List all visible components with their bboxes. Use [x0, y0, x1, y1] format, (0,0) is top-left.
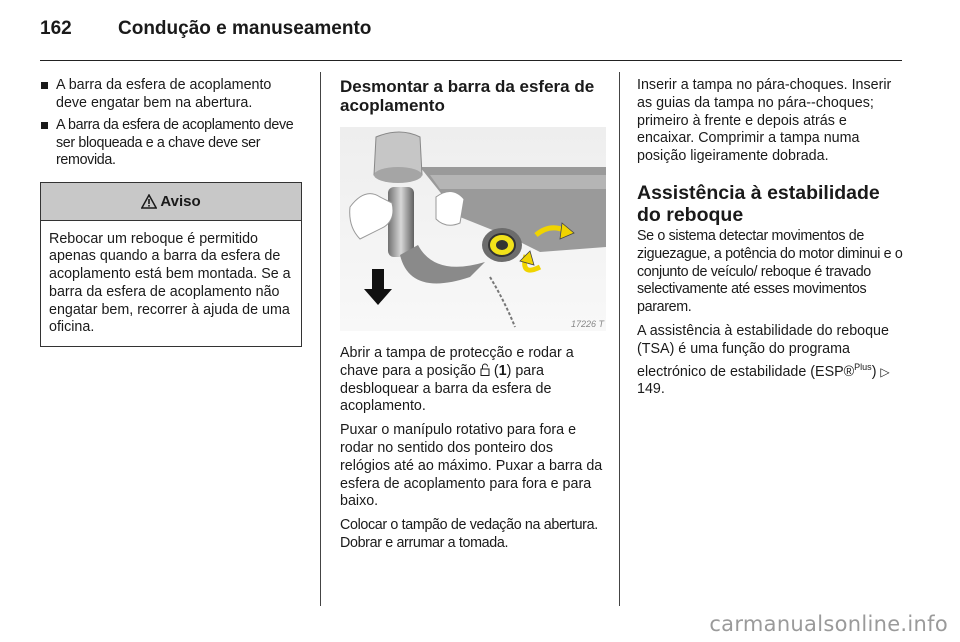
- watermark: carmanualsonline.info: [709, 612, 948, 636]
- header-rule: [40, 60, 902, 61]
- column-3: [637, 77, 903, 405]
- warning-text: Rebocar um reboque é permitido apenas quando a barra da esfera de acoplamento está bem montada. Se a barra da esfera de acoplamento não engatar bem, recorrer à ajuda de uma oficina.: [49, 230, 291, 336]
- paragraph: Abrir a tampa de protecção e rodar a chave para a posição (1) para desbloquear a barra da esfera de acoplamento.: [340, 345, 574, 415]
- list-item: A barra da esfera de acoplamento deve ser bloqueada e a chave deve ser removida.: [40, 117, 302, 170]
- column-divider: [619, 72, 620, 606]
- towbar-drawing: [340, 127, 606, 331]
- towbar-illustration: [340, 127, 606, 331]
- paragraph: Se o sistema detectar movimentos de ziguezague, a potência do motor diminui e o conjunto de veículo/ reboque é travado selectivamente até esses movimentos pararem.: [637, 227, 903, 316]
- warning-box: [40, 182, 302, 348]
- page-number: 162: [40, 18, 72, 39]
- page-reference-arrow-icon: ▷: [880, 364, 890, 379]
- column-2: [340, 77, 606, 559]
- paragraph: Inserir a tampa no pára-choques. Inserir as guias da tampa no pára--choques; primeiro à frente e depois atrás e encaixar. Comprimir a tampa numa posição ligeiramente dobrada.: [637, 77, 892, 165]
- page-header: [40, 18, 371, 48]
- paragraph: A assistência à estabilidade do reboque (TSA) é uma função do programa electrónico de estabilidade (ESP®$^{Plus}$) ▷ 149.: [637, 322, 890, 398]
- bullet-list: [40, 77, 302, 170]
- bullet-square-icon: [41, 82, 48, 89]
- unlock-padlock-icon: [480, 363, 490, 376]
- page-reference[interactable]: 149.: [637, 381, 665, 398]
- warning-title: Aviso: [160, 192, 201, 210]
- list-item: A barra da esfera de acoplamento deve engatar bem na abertura.: [40, 77, 302, 112]
- section-heading: Assistência à estabilidade do reboque: [637, 181, 880, 226]
- figure-reference: 17226 T: [570, 319, 604, 329]
- column-divider: [320, 72, 321, 606]
- column-1: [40, 77, 302, 347]
- paragraph: Colocar o tampão de vedação na abertura. Dobrar e arrumar a tomada.: [340, 517, 598, 551]
- section-heading: Desmontar a barra da esfera de acoplamento: [340, 77, 595, 115]
- chapter-title: Condução e manuseamento: [118, 18, 372, 39]
- bullet-square-icon: [41, 122, 48, 129]
- paragraph: Puxar o manípulo rotativo para fora e rodar no sentido dos ponteiro dos relógios até ao máximo. Puxar a barra da esfera de acoplamento para fora e para baixo.: [340, 422, 603, 510]
- warning-header: [41, 183, 301, 221]
- warning-triangle-icon: [141, 194, 157, 209]
